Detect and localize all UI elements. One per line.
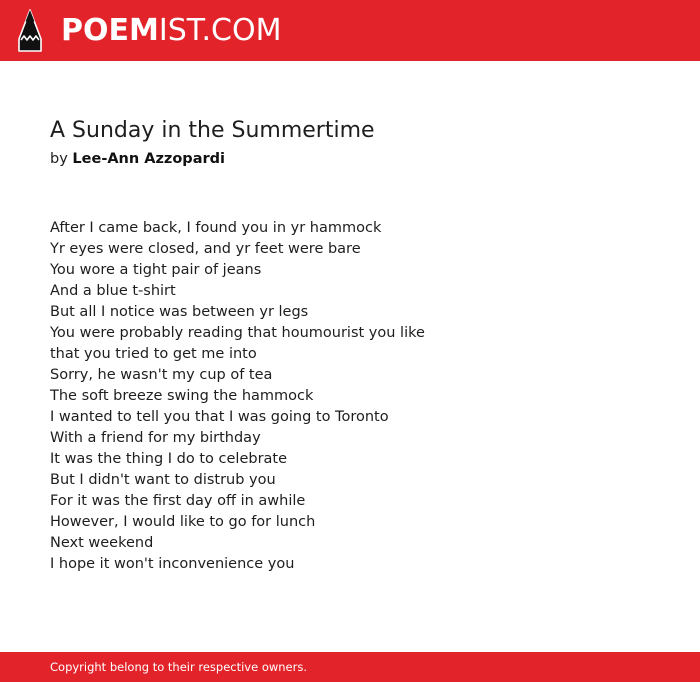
- logo-text-light: IST.COM: [158, 13, 282, 48]
- poem-line: Sorry, he wasn't my cup of tea: [50, 367, 273, 383]
- by-label: by: [50, 151, 68, 167]
- poem-line: It was the thing I do to celebrate: [50, 451, 288, 467]
- author-name[interactable]: Lee-Ann Azzopardi: [72, 151, 225, 167]
- poem-line: However, I would like to go for lunch: [50, 514, 316, 530]
- poem-line: I wanted to tell you that I was going to Toronto: [50, 409, 389, 425]
- poem-line: With a friend for my birthday: [50, 430, 261, 446]
- poem-line: And a blue t-shirt: [50, 283, 176, 299]
- pencil-tip-icon: [17, 9, 43, 52]
- poem-title: A Sunday in the Summertime: [50, 118, 375, 143]
- poem-line: that you tried to get me into: [50, 346, 257, 362]
- poem-line: The soft breeze swing the hammock: [50, 388, 314, 404]
- poem-line: You were probably reading that houmourist you like: [50, 325, 425, 341]
- poem-byline: [50, 148, 225, 170]
- logo-text-bold: POEM: [61, 13, 159, 48]
- poem-line: Next weekend: [50, 535, 154, 551]
- poem-line: You wore a tight pair of jeans: [50, 262, 262, 278]
- poem-body: [50, 218, 425, 575]
- site-footer: [0, 652, 700, 682]
- site-logo-text: [61, 13, 281, 49]
- copyright-notice: Copyright belong to their respective owners.: [50, 660, 308, 674]
- poem-line: For it was the first day off in awhile: [50, 493, 306, 509]
- poem-line: I hope it won't inconvenience you: [50, 556, 295, 572]
- poem-line: Yr eyes were closed, and yr feet were bare: [50, 241, 361, 257]
- poem-line: But I didn't want to distrub you: [50, 472, 276, 488]
- poem-line: After I came back, I found you in yr hammock: [50, 220, 382, 236]
- site-header: [0, 0, 700, 61]
- poem-line: But all I notice was between yr legs: [50, 304, 309, 320]
